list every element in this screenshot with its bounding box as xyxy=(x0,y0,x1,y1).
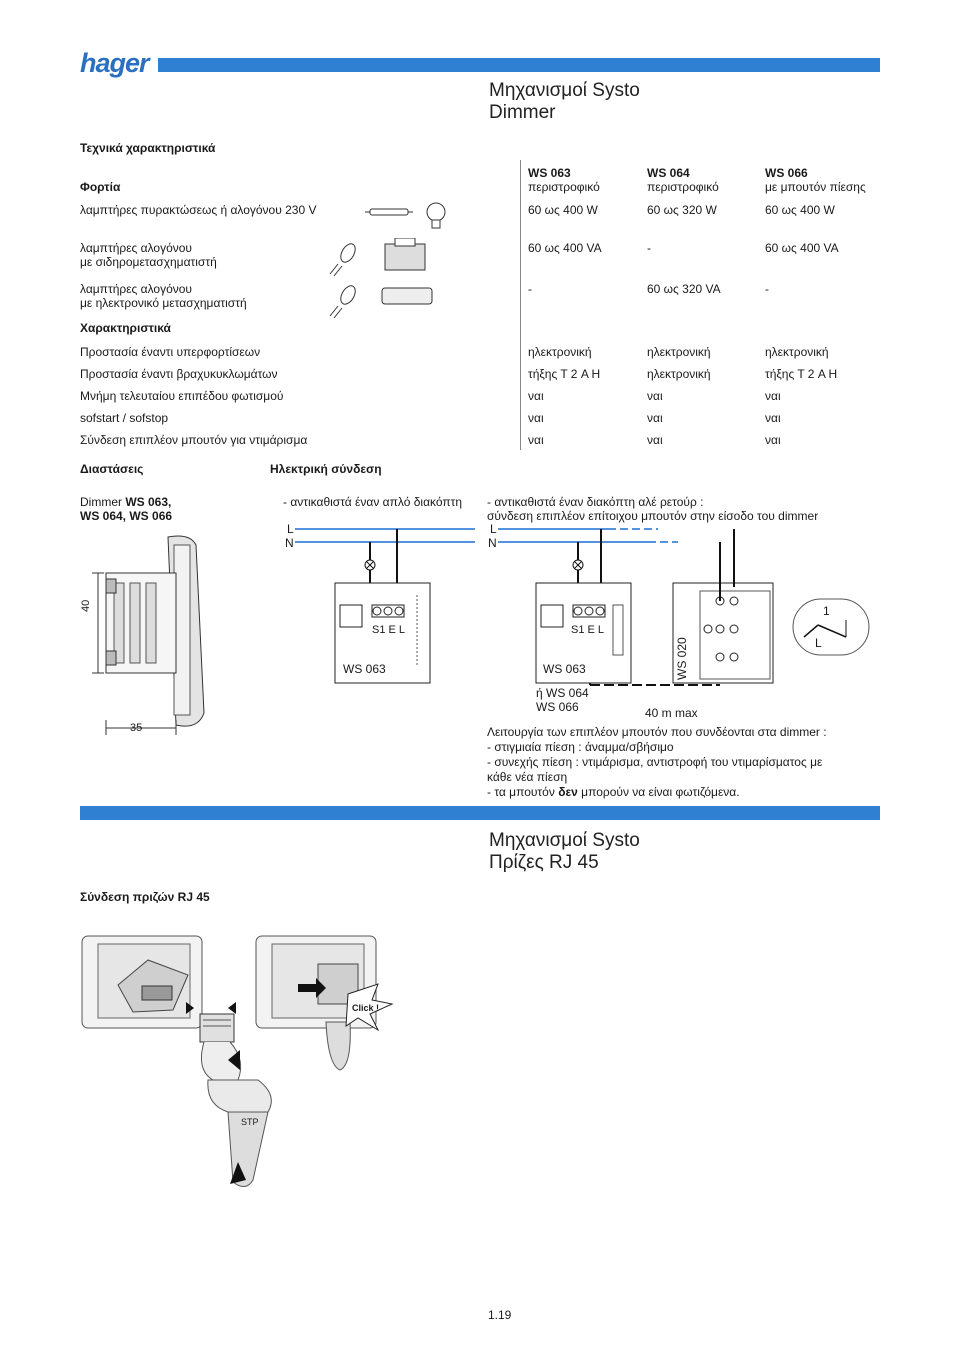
note-3-bold: δεν xyxy=(558,785,578,799)
rj45-heading: Σύνδεση πριζών RJ 45 xyxy=(80,890,210,904)
row-label: sofstart / sofstop xyxy=(80,411,169,425)
row-label-1: λαμπτήρες αλογόνου xyxy=(80,241,192,255)
row-value: ναι xyxy=(528,389,544,403)
col-model: WS 066 xyxy=(765,166,808,180)
or-ws064: ή WS 064 xyxy=(536,686,589,700)
row-value: ηλεκτρονική xyxy=(647,345,711,359)
row-value: - xyxy=(528,282,532,296)
col-model: WS 063 xyxy=(528,166,571,180)
col-model: WS 064 xyxy=(647,166,690,180)
line-L-label: L xyxy=(287,522,294,536)
dimensions-label xyxy=(80,495,172,523)
dimension-35: 35 xyxy=(130,722,143,734)
row-label xyxy=(80,241,217,269)
row-label: λαμπτήρες πυρακτώσεως ή αλογόνου 230 V xyxy=(80,203,317,217)
row-value: - xyxy=(647,241,651,255)
page-number: 1.19 xyxy=(488,1308,512,1322)
section2-title-line2: Πρίζες RJ 45 xyxy=(489,852,599,873)
switch-L: L xyxy=(815,636,822,650)
switch-number: 1 xyxy=(823,604,830,618)
note-3-post: μπορούν να είναι φωτιζόμενα. xyxy=(577,785,740,799)
row-value: 60 ως 400 VA xyxy=(765,241,839,255)
wiring-case1: - αντικαθιστά έναν απλό διακόπτη xyxy=(283,495,463,509)
row-value: ναι xyxy=(528,433,544,447)
wiring-heading: Ηλεκτρική σύνδεση xyxy=(270,462,382,476)
dimmer-side-view-drawing xyxy=(78,525,243,740)
tech-heading: Τεχνικά χαρακτηριστικά xyxy=(80,141,216,155)
row-label: Προστασία έναντι βραχυκυκλωμάτων xyxy=(80,367,278,381)
model-063-label: WS 063 xyxy=(343,662,386,676)
ws066-label: WS 066 xyxy=(536,700,579,714)
row-value: τήξης Τ 2 A H xyxy=(528,367,601,381)
terminal-labels: S1 E L xyxy=(372,624,406,636)
ws020-label: WS 020 xyxy=(675,637,689,680)
row-value: 60 ως 320 W xyxy=(647,203,717,217)
row-value: ναι xyxy=(647,411,663,425)
row-value: ναι xyxy=(765,411,781,425)
rj45-connection-drawing xyxy=(78,930,418,1200)
section2-title xyxy=(489,830,640,874)
row-value: ναι xyxy=(647,389,663,403)
note-1: - στιγμιαία πίεση : άναμμα/σβήσιμο xyxy=(487,740,674,754)
row-value: - xyxy=(765,282,769,296)
row-value: ναι xyxy=(647,433,663,447)
model-063-label-2: WS 063 xyxy=(543,662,586,676)
notes-block xyxy=(487,725,827,800)
row-value: 60 ως 320 VA xyxy=(647,282,721,296)
row-value: 60 ως 400 W xyxy=(765,203,835,217)
note-2b: κάθε νέα πίεση xyxy=(487,770,568,784)
section1-title-line1: Μηχανισμοί Systo xyxy=(489,80,640,101)
note-3-pre: - τα μπουτόν xyxy=(487,785,559,799)
row-label-2: με σιδηρομετασχηματιστή xyxy=(80,255,217,269)
terminal-labels-2: S1 E L xyxy=(571,624,605,636)
wiring-case2-line1: - αντικαθιστά έναν διακόπτη αλέ ρετούρ : xyxy=(487,495,704,509)
header-bar xyxy=(158,58,880,72)
dimension-40: 40 xyxy=(80,599,92,612)
section1-title xyxy=(489,80,640,124)
row-value: τήξης Τ 2 A H xyxy=(765,367,838,381)
dimensions-model-1: WS 063, xyxy=(125,495,172,509)
row-label-2: με ηλεκτρονικό μετασχηματιστή xyxy=(80,296,247,310)
row-value: 60 ως 400 W xyxy=(528,203,598,217)
dimensions-prefix: Dimmer xyxy=(80,495,126,509)
dimensions-heading: Διαστάσεις xyxy=(80,462,144,476)
wiring-case2-line2: σύνδεση επιπλέον επίτοιχου μπουτόν στην είσοδο του dimmer xyxy=(487,509,819,523)
col-type: περιστροφικό xyxy=(528,180,600,194)
col-ws063 xyxy=(528,166,600,194)
row-value: ηλεκτρονική xyxy=(528,345,592,359)
dimensions-model-2: WS 064, WS 066 xyxy=(80,509,173,523)
row-label: Προστασία έναντι υπερφορτίσεων xyxy=(80,345,261,359)
click-label: Click ! xyxy=(352,1003,380,1013)
row-value: ναι xyxy=(765,433,781,447)
line-N-label: N xyxy=(285,536,294,550)
halogen-electronic-transformer-icon xyxy=(320,280,440,318)
hager-logo: hager xyxy=(80,48,149,78)
row-value: ηλεκτρονική xyxy=(647,367,711,381)
col-ws066 xyxy=(765,166,866,194)
row-label xyxy=(80,282,247,310)
row-label: Μνήμη τελευταίου επιπέδου φωτισμού xyxy=(80,389,284,403)
row-label-1: λαμπτήρες αλογόνου xyxy=(80,282,192,296)
row-value: ναι xyxy=(528,411,544,425)
col-type: με μπουτόν πίεσης xyxy=(765,180,866,194)
col-type: περιστροφικό xyxy=(647,180,719,194)
line-N-label-2: N xyxy=(488,536,497,550)
row-value: 60 ως 400 VA xyxy=(528,241,602,255)
col-ws064 xyxy=(647,166,719,194)
line-L-label-2: L xyxy=(490,522,497,536)
table-divider xyxy=(520,160,521,450)
incandescent-lamps-icon xyxy=(365,196,455,238)
row-value: ηλεκτρονική xyxy=(765,345,829,359)
row-label: Σύνδεση επιπλέον μπουτόν για ντιμάρισμα xyxy=(80,433,308,447)
notes-intro: Λειτουργία των επιπλέον μπουτόν που συνδέονται στα dimmer : xyxy=(487,725,827,739)
section-divider-bar xyxy=(80,806,880,820)
char-heading: Χαρακτηριστικά xyxy=(80,321,171,335)
row-value: ναι xyxy=(765,389,781,403)
wiring-diagram-simple xyxy=(295,525,485,685)
stp-label: STP xyxy=(241,1117,259,1127)
section1-title-line2: Dimmer xyxy=(489,102,556,123)
note-2: - συνεχής πίεση : ντιμάρισμα, αντιστροφή του ντιμαρίσματος με xyxy=(487,755,823,769)
halogen-iron-transformer-icon xyxy=(320,238,440,278)
section2-title-line1: Μηχανισμοί Systo xyxy=(489,830,640,851)
distance-label: 40 m max xyxy=(645,706,698,720)
load-heading: Φορτία xyxy=(80,180,121,194)
